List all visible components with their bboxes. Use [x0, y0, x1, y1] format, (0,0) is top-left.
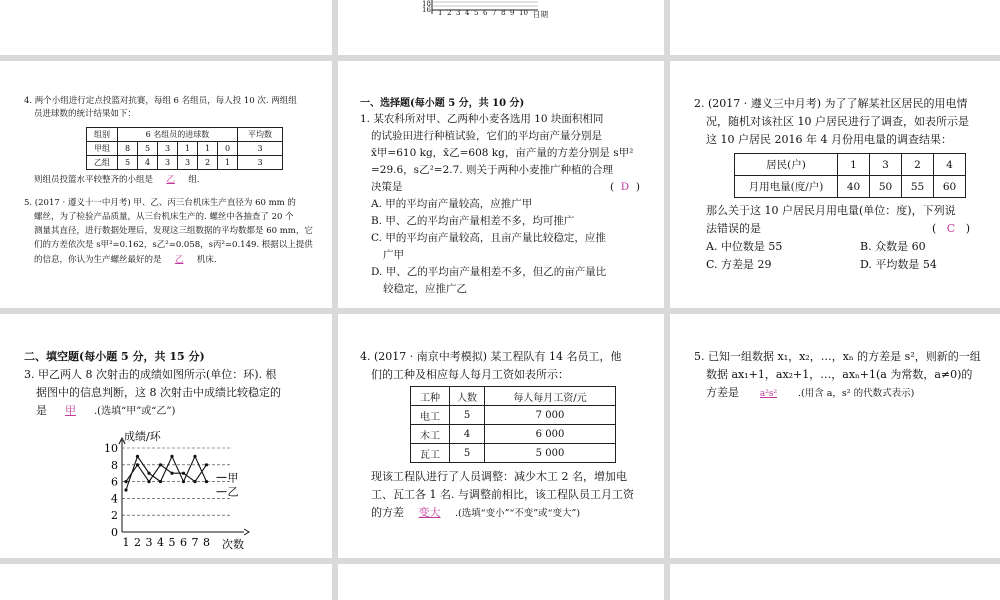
y-axis-label: 成绩/环	[124, 430, 161, 443]
rb-line2: 数据 ax₁+1，ax₂+1，…，axₙ+1(a 为常数，a≠0)的	[706, 368, 973, 381]
rm-line1: 2. (2017 · 遵义三中月考) 为了了解某社区居民的用电情	[694, 97, 968, 110]
series-yi-point	[193, 455, 196, 458]
top-xtick: 9	[510, 9, 515, 17]
section-fill-title: 二、填空题(每小题 5 分，共 15 分)	[24, 350, 205, 363]
q5-answer-line	[34, 254, 217, 267]
rb-last-before: 方差是	[706, 386, 739, 399]
card-left-bottom	[0, 314, 332, 558]
shots-cell: 5	[118, 156, 138, 170]
q4-tail-after: 组.	[188, 175, 200, 185]
mm-line3: x̄甲=610 kg，x̄乙=608 kg，亩产量的方差分别是 s甲²	[371, 147, 634, 159]
shots-th-members: 6 名组员的进球数	[118, 128, 238, 142]
rm-line2: 况，随机对该社区 10 户居民进行了调查，如表所示是	[706, 115, 969, 128]
elec-cell: 60	[934, 176, 966, 198]
series-jia-point	[136, 463, 139, 466]
card-mid-bottom	[338, 314, 664, 558]
q4-line1: 4. 两个小组进行定点投篮对抗赛，每组 6 名组员，每人投 10 次. 两组组	[24, 96, 297, 106]
shots-cell: 5	[138, 142, 158, 156]
q5-line1: 5. (2017 · 遵义十一中月考) 甲、乙、丙三台机床生产直径为 60 mm 的	[24, 198, 296, 208]
mb-after2: 工、瓦工各 1 名. 与调整前相比，该工程队员工月工资	[371, 488, 634, 501]
shots-row-name: 甲组	[87, 142, 118, 156]
wage-th-type: 工种	[411, 387, 450, 406]
shots-cell: 1	[178, 142, 198, 156]
lb-answer-after: .(选填“甲”或“乙”)	[94, 406, 176, 417]
top-xtick: 4	[465, 9, 470, 17]
rb-answer-line	[706, 384, 914, 403]
shooting-chart	[86, 422, 326, 552]
series-yi-point	[147, 472, 150, 475]
card-top-middle	[338, 0, 664, 55]
option-c-cont: 广甲	[383, 249, 404, 261]
wage-cell: 木工	[411, 425, 450, 444]
rm-option-b: B. 众数是 60	[860, 240, 926, 253]
series-jia-point	[159, 463, 162, 466]
mb-last-after: .(选填“变小”“不变”或“变大”)	[455, 508, 581, 519]
elec-th-households: 居民(户)	[735, 154, 838, 176]
card-strip-middle	[338, 564, 664, 600]
top-ytick-18: 18	[422, 0, 431, 8]
q4-answer-text: 乙	[166, 175, 175, 185]
option-b: B. 甲、乙的平均亩产量相差不多，均可推广	[371, 215, 575, 227]
top-ytick-16: 16	[422, 6, 431, 14]
card-top-right	[670, 0, 1000, 55]
rm-answer: C	[946, 222, 956, 235]
rm-option-d: D. 平均数是 54	[860, 258, 937, 271]
q5-last-after: 机床.	[196, 255, 217, 265]
rb-line1: 5. 已知一组数据 x₁，x₂，…，xₙ 的方差是 s²，则新的一组	[694, 350, 981, 363]
shots-cell: 0	[218, 142, 238, 156]
wage-cell: 6 000	[485, 425, 616, 444]
x-tick-label: 6	[180, 536, 187, 549]
series-jia-line	[126, 465, 207, 482]
option-a: A. 甲的平均亩产量较高，应推广甲	[371, 198, 533, 210]
y-tick-label: 4	[111, 492, 118, 506]
wage-cell: 5	[450, 406, 485, 425]
mb-answer-text: 变大	[418, 506, 441, 519]
series-yi-line	[126, 456, 207, 490]
elec-cell: 55	[902, 176, 934, 198]
rm-line3: 这 10 户居民 2016 年 4 月份用电量的调查结果：	[706, 133, 952, 146]
wage-cell: 瓦工	[411, 444, 450, 463]
wage-cell: 5 000	[485, 444, 616, 463]
elec-cell: 4	[934, 154, 966, 176]
x-tick-label: 1	[122, 536, 130, 549]
card-top-left	[0, 0, 332, 55]
lb-line2: 据图中的信息判断，这 8 次射击中成绩比较稳定的	[36, 386, 281, 399]
top-xtick: 3	[456, 9, 461, 17]
card-right-mid	[670, 61, 1000, 308]
legend-jia-label: 甲	[227, 471, 239, 485]
elec-cell: 3	[870, 154, 902, 176]
mb-last-before: 的方差	[371, 506, 404, 519]
option-d-cont: 较稳定，应推广乙	[383, 283, 467, 295]
series-yi-point	[205, 480, 208, 483]
rm-option-a: A. 中位数是 55	[706, 240, 783, 253]
series-jia-point	[205, 463, 208, 466]
shots-cell: 1	[218, 156, 238, 170]
q5-line4: 们的方差依次是 s甲²=0.162，s乙²=0.058，s丙²=0.149. 根据以上提供	[34, 240, 313, 250]
x-axis-label: 次数	[222, 538, 244, 551]
y-tick-label: 10	[104, 442, 118, 455]
series-yi-point	[182, 480, 185, 483]
rb-answer	[743, 386, 795, 403]
shots-cell: 3	[158, 156, 178, 170]
shots-cell: 8	[118, 142, 138, 156]
option-d: D. 甲、乙的平均亩产量相差不多，但乙的亩产量比	[371, 266, 607, 278]
top-xticks	[438, 9, 528, 17]
q4-tail-before: 则组员投篮水平较整齐的小组是	[34, 175, 154, 185]
shots-th-group: 组别	[87, 128, 118, 142]
shots-row-name: 乙组	[87, 156, 118, 170]
legend-yi-label: 乙	[227, 485, 239, 499]
mm-line1: 1. 某农科所对甲、乙两种小麦各选用 10 块面积相同	[360, 113, 604, 125]
rm-option-c: C. 方差是 29	[706, 258, 772, 271]
mm-line4: =29.6，s乙²=2.7. 则关于两种小麦推广种植的合理	[371, 164, 613, 176]
q5-last-before: 的信息，你认为生产螺丝最好的是	[34, 255, 162, 265]
rm-wrong-label: 法错误的是	[706, 222, 761, 235]
x-tick-label: 8	[203, 536, 210, 549]
wage-cell: 7 000	[485, 406, 616, 425]
series-yi-point	[124, 488, 127, 491]
series-jia-point	[182, 472, 185, 475]
mm-decision: 决策是	[371, 181, 403, 193]
elec-cell: 1	[838, 154, 870, 176]
x-tick-label: 3	[145, 536, 153, 549]
q5-line2: 螺丝，为了检验产品质量，从三台机床生产的. 螺丝中各抽查了 20 个	[34, 212, 294, 222]
mm-answer: D	[620, 181, 630, 193]
rm-after1: 那么关于这 10 户居民月用电量(单位：度)，下列说	[706, 204, 956, 217]
series-jia-point	[124, 480, 127, 483]
wage-th-salary: 每人每月工资/元	[485, 387, 616, 406]
shots-row-avg: 3	[238, 142, 283, 156]
q4-answer-line	[34, 174, 200, 187]
x-tick-label: 7	[191, 536, 199, 549]
card-left-mid	[0, 61, 332, 308]
wage-th-count: 人数	[450, 387, 485, 406]
lb-answer-before: 是	[36, 404, 47, 417]
wage-cell: 5	[450, 444, 485, 463]
shots-cell: 4	[138, 156, 158, 170]
wage-cell: 4	[450, 425, 485, 444]
shots-cell: 3	[178, 156, 198, 170]
y-tick-label: 0	[111, 526, 118, 539]
lb-line1: 3. 甲乙两人 8 次射击的成绩如图所示(单位：环). 根	[24, 368, 277, 381]
rb-answer-text: a²s²	[759, 389, 778, 399]
mm-answer-bracket: ( D )	[610, 181, 640, 193]
shots-cell: 1	[198, 142, 218, 156]
lb-answer	[51, 402, 91, 419]
elec-cell: 2	[902, 154, 934, 176]
card-right-bottom	[670, 314, 1000, 558]
x-tick-label: 5	[168, 536, 176, 549]
rb-last-after: .(用含 a，s² 的代数式表示)	[798, 388, 915, 399]
card-strip-right	[670, 564, 1000, 600]
rm-answer-bracket: ( C )	[932, 222, 970, 235]
q5-answer-text: 乙	[174, 255, 184, 265]
series-yi-point	[159, 480, 162, 483]
q5-answer	[164, 254, 194, 267]
option-c: C. 甲的平均亩产量较高，且亩产量比较稳定，应推	[371, 232, 606, 244]
top-xtick: 5	[474, 9, 479, 17]
mb-line1: 4. (2017 · 南京中考模拟) 某工程队有 14 名员工，他	[360, 350, 622, 363]
elec-cell: 40	[838, 176, 870, 198]
top-xtick: 7	[492, 9, 497, 17]
shots-row-avg: 3	[238, 156, 283, 170]
q5-line3: 测量其直径，进行数据处理后，发现这三组数据的平均数都是 60 mm，它	[34, 226, 313, 236]
q4-answer	[156, 174, 186, 187]
series-jia-point	[147, 480, 150, 483]
shots-cell: 2	[198, 156, 218, 170]
elec-th-usage: 月用电量(度/户)	[735, 176, 838, 198]
top-xtick: 1	[438, 9, 443, 17]
series-jia-point	[193, 480, 196, 483]
mb-answer	[408, 504, 452, 521]
elec-cell: 50	[870, 176, 902, 198]
wage-cell: 电工	[411, 406, 450, 425]
top-xtick: 2	[447, 9, 452, 17]
top-xtick: 10	[519, 9, 528, 17]
x-tick-label: 4	[157, 536, 164, 549]
x-tick-label: 2	[134, 536, 141, 549]
y-tick-label: 2	[111, 509, 118, 523]
top-xtick: 6	[483, 9, 488, 17]
top-xtick: 8	[501, 9, 506, 17]
mb-after1: 现该工程队进行了人员调整：减少木工 2 名，增加电	[371, 470, 627, 483]
lb-answer-line	[36, 402, 175, 420]
y-tick-label: 8	[111, 458, 118, 472]
mm-line2: 的试验田进行种植试验，它们的平均亩产量分别是	[371, 130, 602, 142]
q4-line2: 员进球数的统计结果如下：	[34, 109, 137, 119]
lb-answer-text: 甲	[65, 404, 76, 417]
card-mid-mid	[338, 61, 664, 308]
series-jia-point	[170, 472, 173, 475]
shots-cell: 3	[158, 142, 178, 156]
mb-answer-line	[371, 504, 580, 522]
series-yi-point	[136, 455, 139, 458]
electricity-table	[734, 153, 966, 198]
x-axis-arrow	[244, 529, 249, 535]
section-choice-title: 一、选择题(每小题 5 分，共 10 分)	[360, 98, 525, 109]
series-yi-point	[170, 455, 173, 458]
shots-th-avg: 平均数	[238, 128, 283, 142]
y-tick-label: 6	[111, 475, 118, 489]
card-strip-left	[0, 564, 332, 600]
shots-table	[86, 127, 283, 170]
top-xlabel: 日期	[533, 10, 548, 19]
mb-line2: 们的工种及相应每人每月工资如表所示：	[371, 368, 569, 381]
wage-table	[410, 386, 616, 463]
